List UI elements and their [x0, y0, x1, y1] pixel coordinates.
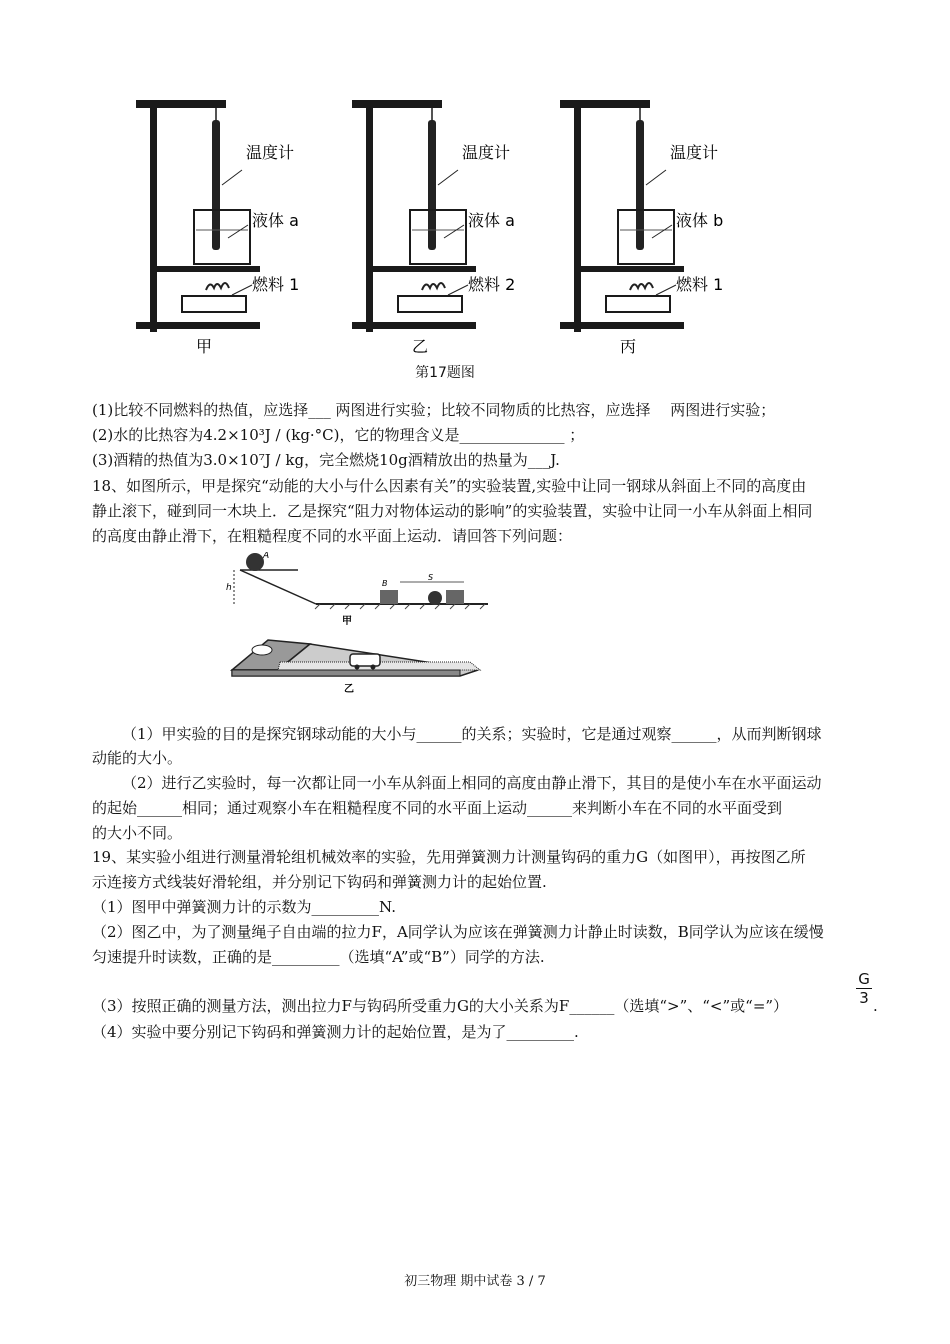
flame [422, 283, 445, 290]
fraction-numerator: G [858, 970, 870, 988]
q18-p2-c: 的大小不同。 [92, 824, 183, 842]
toy-car [350, 654, 380, 666]
q19-p2-b: 匀速提升时读数，正确的是_________（选填“A”或“B”）同学的方法. [92, 948, 545, 966]
block-b [380, 590, 398, 604]
liquid-label: 液体 a [468, 211, 515, 230]
thermometer-label: 温度计 [246, 143, 295, 162]
fuel-label: 燃料 1 [252, 275, 300, 294]
liquid-label: 液体 b [676, 211, 724, 230]
liquid-label: 液体 a [252, 211, 299, 230]
fig-yi-label: 乙 [344, 684, 354, 695]
beaker [618, 210, 674, 264]
q18-p1-b: 动能的大小。 [92, 749, 183, 767]
thermometer-label: 温度计 [462, 143, 511, 162]
setup-caption: 甲 [196, 337, 213, 356]
q18-p2-a: （2）进行乙实验时，每一次都让同一小车从斜面上相同的高度由静止滑下，其目的是使小车在水平面运动 [122, 774, 822, 792]
figure-18-jia [226, 552, 488, 627]
apparatus-2 [352, 100, 515, 356]
beaker [410, 210, 466, 264]
q19-intro-1: 19、某实验小组进行测量滑轮组机械效率的实验，先用弹簧测力计测量钩码的重力G（如图甲），再按图乙所 [92, 848, 806, 866]
q19-p3: （3）按照正确的测量方法，测出拉力F与钩码所受重力G的大小关系为F______（选填“>”、“<”或“=”） [92, 997, 789, 1015]
figure-18-yi [232, 640, 480, 695]
setup-caption: 丙 [620, 337, 637, 356]
q17-line-3: (3)酒精的热值为3.0×10⁷J / kg，完全燃烧10g酒精放出的热量为___J. [92, 451, 560, 469]
flame [630, 283, 653, 290]
setup-caption: 乙 [412, 337, 429, 356]
beaker [194, 210, 250, 264]
apparatus-3 [560, 100, 723, 356]
steel-ball [246, 553, 264, 571]
fraction-denominator: 3 [859, 989, 869, 1007]
figure-17 [120, 90, 800, 360]
thermometer-label: 温度计 [670, 143, 719, 162]
fraction-g-over-3 [855, 970, 873, 1007]
figure-18 [220, 552, 500, 707]
q18-p2-b: 的起始______相同；通过观察小车在粗糙程度不同的水平面上运动______来判断小车在不同的水平面受到 [92, 799, 783, 817]
fuel-dish [606, 296, 670, 312]
q19-p4: （4）实验中要分别记下钩码和弹簧测力计的起始位置，是为了_________. [92, 1023, 579, 1041]
flame [206, 283, 229, 290]
q18-intro-3: 的高度由静止滑下，在粗糙程度不同的水平面上运动．请回答下列问题： [92, 527, 573, 545]
q18-intro-2: 静止滚下，碰到同一木块上．乙是探究“阻力对物体运动的影响”的实验装置，实验中让同一小车从斜面上相同 [92, 502, 813, 520]
page-footer: 初三物理 期中试卷 3 / 7 [404, 1274, 546, 1289]
figure-17-caption: 第17题图 [415, 365, 475, 381]
ball-label: A [263, 552, 270, 561]
q19-p1: （1）图甲中弹簧测力计的示数为_________N. [92, 898, 396, 916]
height-label: h [226, 583, 232, 593]
q18-intro-1: 18、如图所示，甲是探究“动能的大小与什么因素有关”的实验装置,实验中让同一钢球从斜面上不同的高度由 [92, 477, 807, 495]
q19-p2-a: （2）图乙中，为了测量绳子自由端的拉力F，A同学认为应该在弹簧测力计静止时读数，B同学认为应该在缓慢 [92, 923, 824, 941]
distance-label: S [428, 573, 434, 582]
fuel-label: 燃料 2 [468, 275, 516, 294]
fig-jia-label: 甲 [342, 616, 352, 627]
q19-p3-end: . [873, 997, 878, 1015]
q18-p1-a: （1）甲实验的目的是探究钢球动能的大小与______的关系；实验时，它是通过观察______，从而判断钢球 [122, 725, 822, 743]
fuel-label: 燃料 1 [676, 275, 724, 294]
block-label: B [382, 579, 388, 588]
fuel-dish [398, 296, 462, 312]
fuel-dish [182, 296, 246, 312]
q17-line-1: (1)比较不同燃料的热值，应选择___ 两图进行实验；比较不同物质的比热容，应选择 两图进行实验； [92, 401, 776, 419]
q17-line-2: (2)水的比热容为4.2×10³J / (kg·°C)，它的物理含义是______________ ； [92, 426, 585, 444]
apparatus-1 [136, 100, 299, 356]
q19-intro-2: 示连接方式线装好滑轮组，并分别记下钩码和弹簧测力计的起始位置. [92, 873, 547, 891]
